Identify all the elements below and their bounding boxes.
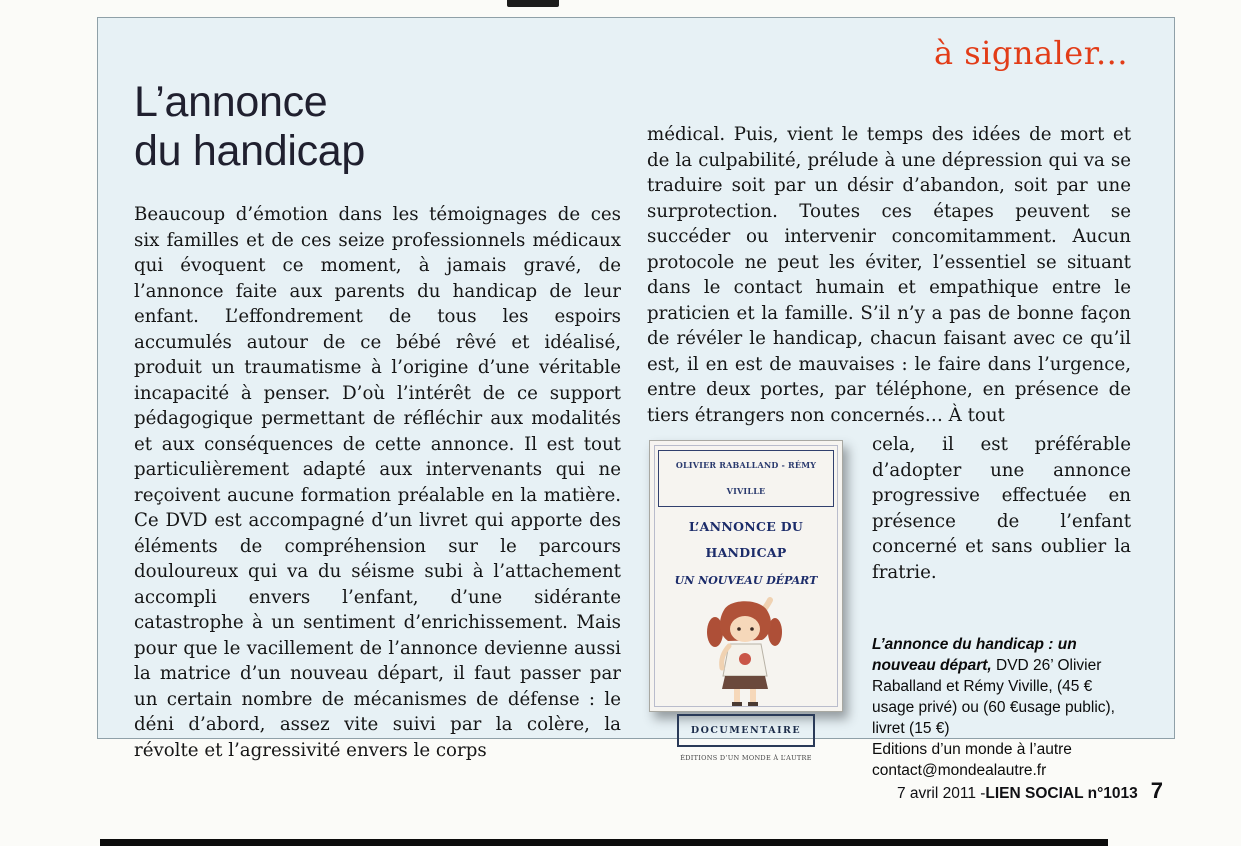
article-body-right-column bbox=[647, 122, 1131, 781]
caption-contact-email: contact@mondealautre.fr bbox=[872, 762, 1047, 779]
article-body-left-column bbox=[134, 202, 621, 763]
article-title bbox=[134, 78, 365, 176]
caption-credits: DVD 26’ Olivier Raballand et Rémy Viville, (45 € usage privé) ou (60 €usage public), livret (15 €) bbox=[872, 657, 1115, 737]
scan-artifact-bottom bbox=[100, 839, 1108, 846]
footer-journal-name: LIEN SOCIAL n°1013 bbox=[985, 785, 1138, 802]
dvd-cover bbox=[649, 440, 843, 762]
dvd-cover-photo bbox=[647, 432, 859, 781]
wrap-text-region bbox=[859, 432, 1131, 781]
article-title-line1: L’annonce bbox=[134, 78, 328, 126]
caption-publisher: Editions d’un monde à l’autre bbox=[872, 741, 1072, 758]
caption-title: L’annonce du handicap : un nouveau départ, bbox=[872, 636, 1077, 674]
dvd-genre-banner: DOCUMENTAIRE bbox=[677, 714, 815, 748]
dvd-subtitle: UN NOUVEAU DÉPART bbox=[674, 574, 818, 587]
left-column-text: Beaucoup d’émotion dans les témoignages de ces six familles et de ces seize professionnels médicaux qui évoquent ce moment, à jamais gravé, de l’annonce faite aux parents du handicap de leur enfant. L’effondrement de tous les espoirs accumulés autour de ce bébé rêvé et idéalisé, produit un traumatisme à l’origine d’une véritable incapacité à penser. D’où l’intérêt de ce support pédagogique permettant de réfléchir aux modalités et aux conséquences de cette annonce. Il est tout particulièrement adapté aux intervenants qui ne reçoivent aucune formation préalable en la matière. Ce DVD est accompagné d’un livret qui apporte des éléments de compréhension sur le parcours douloureux qui va du séisme subi à l’attachement accompli envers l’enfant, d’une sidérante catastrophe à un sentiment d’enrichissement. Mais pour que le vacillement de l’annonce devienne aussi la matrice d’un nouveau départ, il faut passer par un certain nombre de mécanismes de défense : le déni d’abord, assez vite suivi par la colère, la révolte et l’agressivité envers le corps bbox=[134, 204, 621, 761]
footer-date: 7 avril 2011 - bbox=[896, 785, 986, 802]
scan-artifact-top bbox=[507, 0, 559, 7]
image-and-wrap-region bbox=[647, 432, 1131, 781]
dvd-caption bbox=[872, 634, 1131, 781]
dvd-authors: OLIVIER RABALLAND - RÉMY VIVILLE bbox=[658, 450, 834, 507]
dvd-publisher-logo: ÉDITIONS D’UN MONDE À L’AUTRE bbox=[680, 754, 812, 762]
right-column-text-beside-image: cela, il est préférable d’adopter une annonce progressive effectuée en présence de l’enfant concerné et sans oublier la fratrie. bbox=[872, 434, 1131, 583]
section-tag: à signaler... bbox=[933, 34, 1128, 72]
manga-girl-illustration bbox=[696, 596, 796, 708]
dvd-title: L’ANNONCE DU HANDICAP bbox=[688, 519, 804, 560]
page-number: 7 bbox=[1150, 778, 1163, 803]
article-title-line2: du handicap bbox=[134, 127, 366, 175]
right-column-text-top: médical. Puis, vient le temps des idées de mort et de la culpabilité, prélude à une dépression qui va se traduire soit par un désir d’abandon, soit par une surprotection. Toutes ces étapes peuvent se succéder ou intervenir concomitamment. Aucun protocole ne peut les éviter, l’essentiel se situant dans le contact humain et empathique entre le praticien et la famille. S’il n’y a pas de bonne façon de révéler le handicap, chacun faisant avec ce qu’il est, il en est de mauvaises : le faire dans l’urgence, entre deux portes, par téléphone, en présence de tiers étrangers non concernés… À tout bbox=[647, 124, 1131, 426]
dvd-cover-illustration bbox=[658, 594, 834, 710]
content-panel bbox=[97, 17, 1175, 779]
page-footer bbox=[897, 778, 1163, 804]
